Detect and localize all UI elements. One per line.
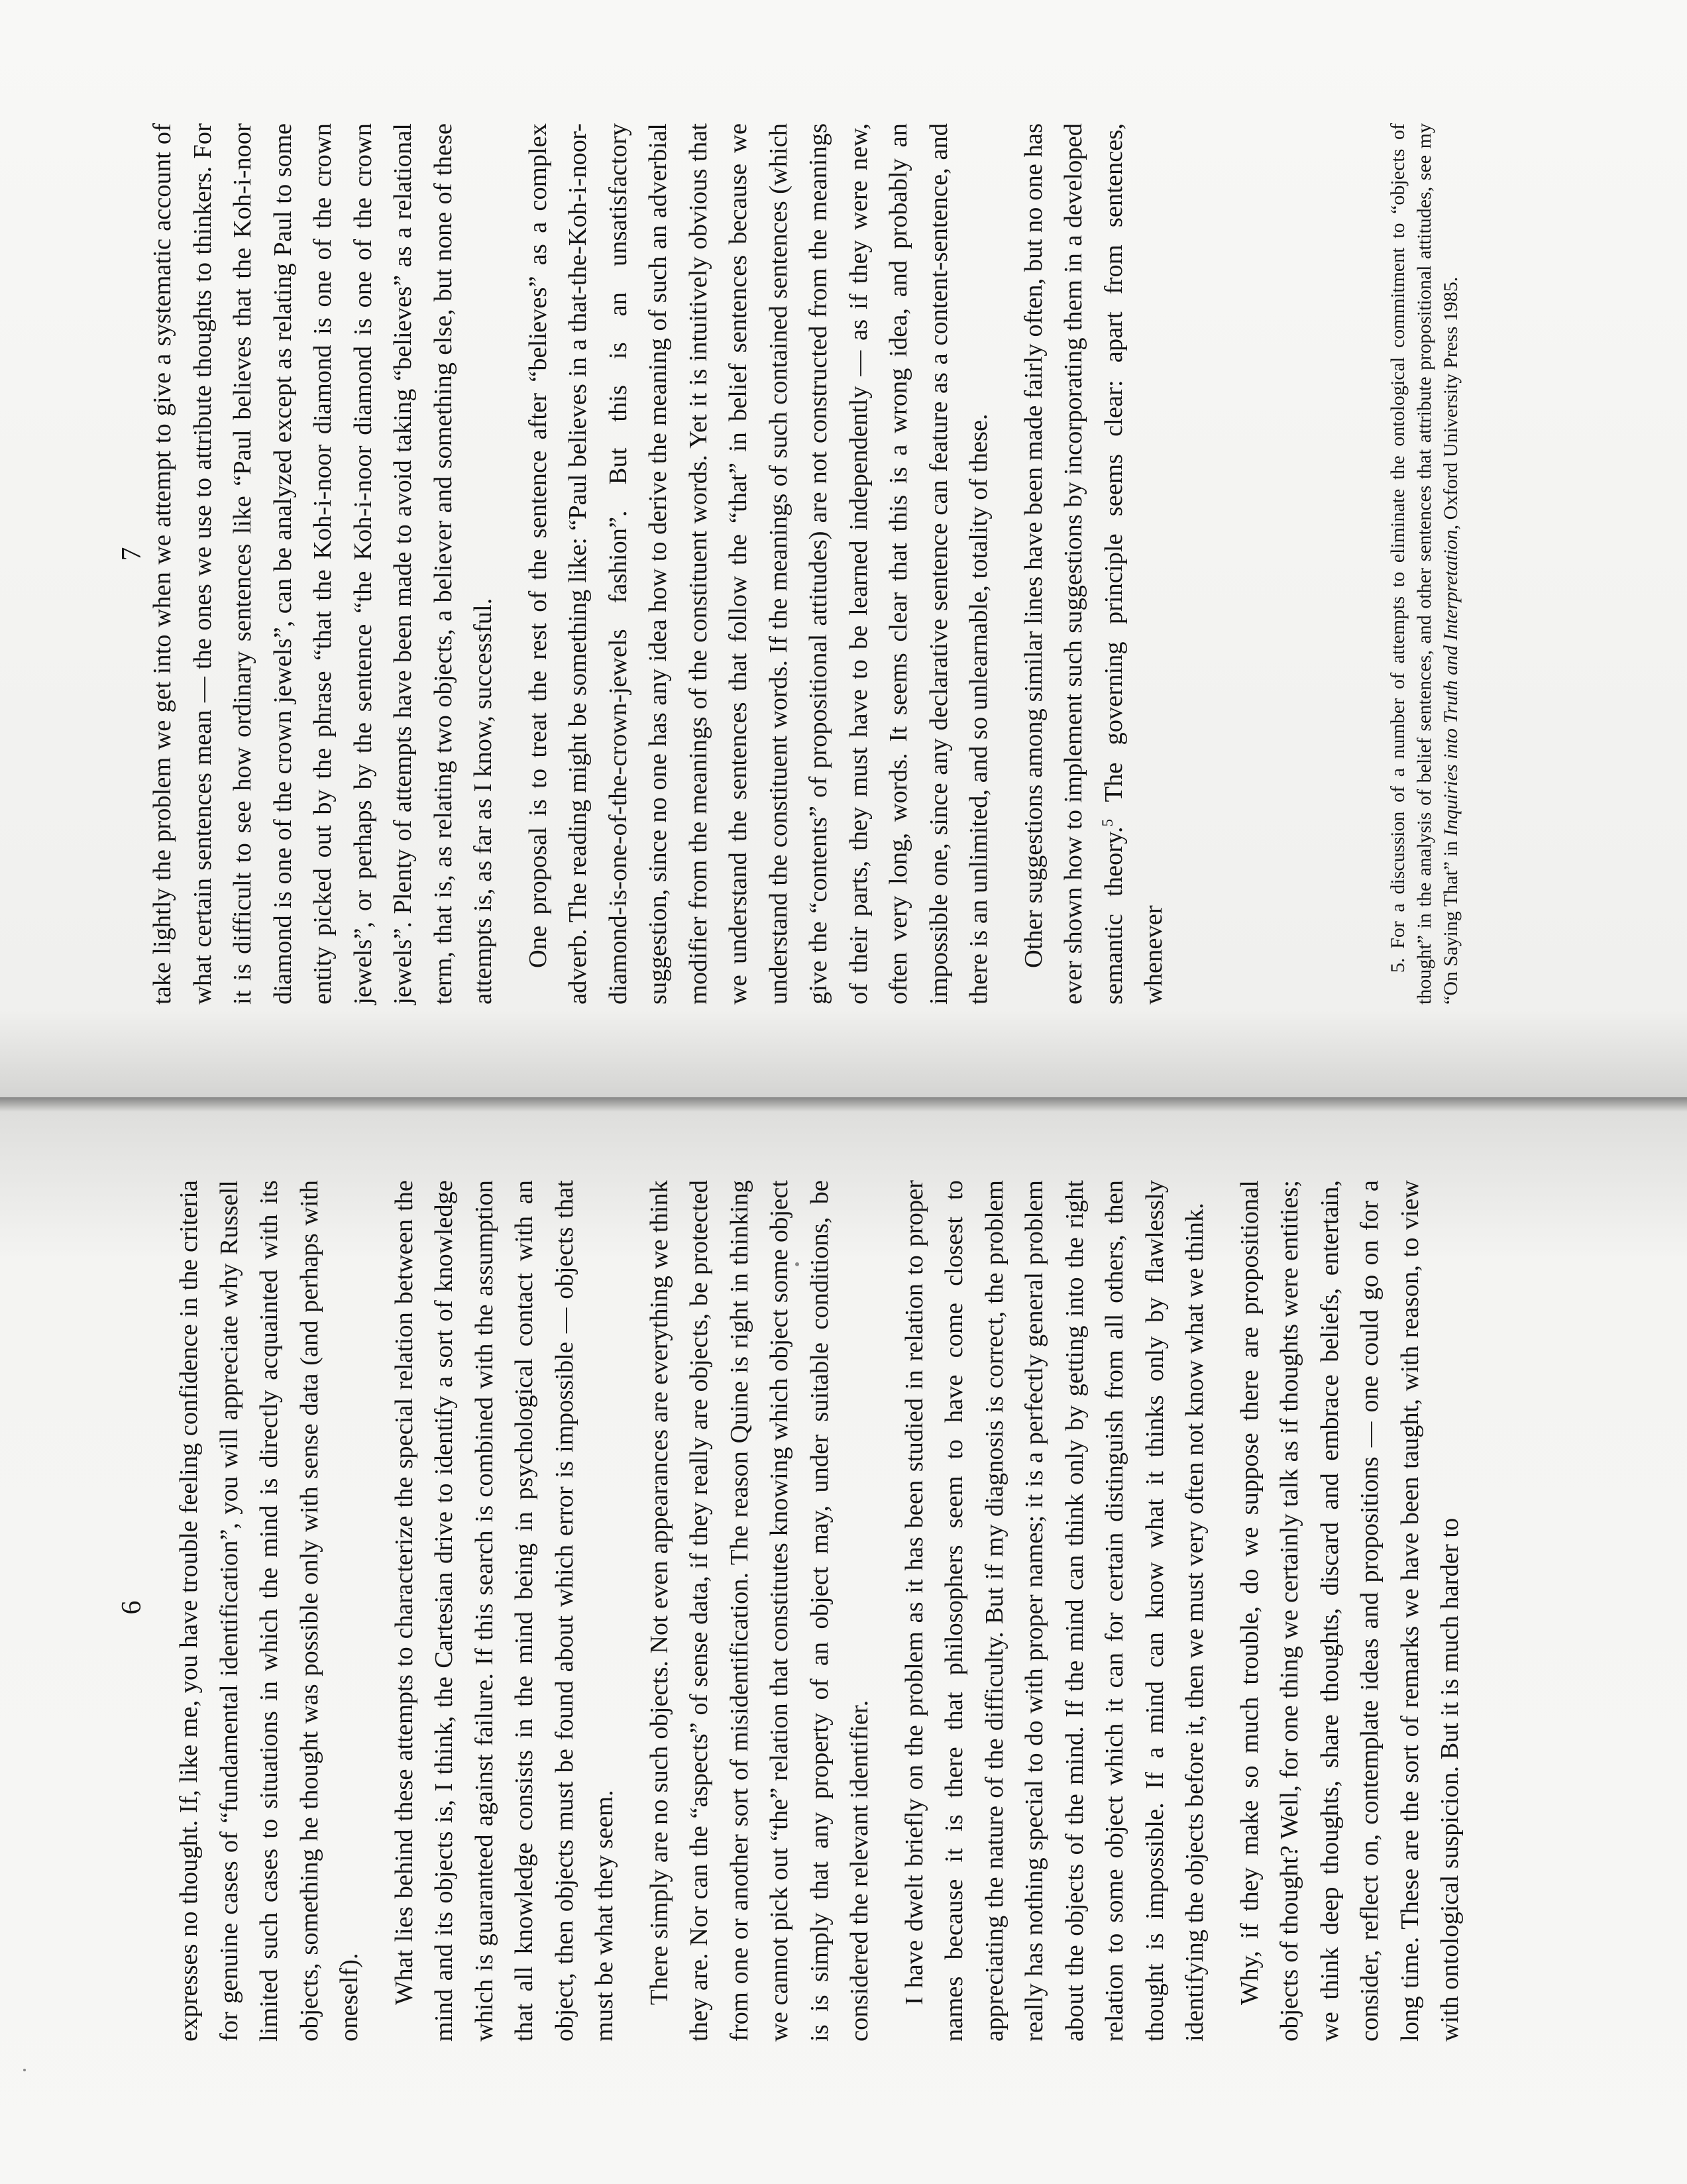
paragraph [1014,123,1174,1005]
scan-speck [23,2069,26,2071]
paragraph: There simply are no such objects. Not even appearances are everything we think they are. Nor can the “aspects” of sense data, if they really are objects, be protected from one or another sort of misidentification. The reason Quine is right in thinking we cannot pick out “the” relation that constitutes knowing which object some object is is simply that any property of an object may, under suitable conditions, be considered the relevant identifier. [645,1180,873,2042]
footnote-text: , Oxford University Press 1985. [1440,276,1462,530]
paragraph: expresses no thought. If, like me, you have trouble feeling confidence in the criteria for genuine cases of “fundamental identification”, you will appreciate why Russell limited such cases to situations in which the mind is directly acquainted with its objects, something he thought was possible only with sense data (and perhaps with oneself). [175,1180,363,2042]
footnote-text: For a discussion of a number of attempts to eliminate the ontological commitment to “objects of thought” in the analysis of belief sentences, and other sentences that attribute propositional attitudes, see my “On Saying That” in [1387,123,1462,1005]
page-number: 7 [117,547,147,561]
paragraph: I have dwelt briefly on the problem as it has been studied in relation to proper names because it is there that philosophers seem to have come closest to appreciating the nature of the difficulty. But if my diagnosis is correct, the problem really has nothing special to do with proper names; it is a perfectly general problem about the objects of the mind. If the mind can think only by getting into the right relation to some object which it can for certain distinguish from all others, then thought is impossible. If a mind can know what it thinks only by flawlessly identifying the objects before it, then we must very often not know what we think. [900,1180,1209,2042]
paragraph-text: Other suggestions among similar lines have been made fairly often, but no one has ever shown how to implement such suggestions by incorporating them in a developed semantic theory. [1019,123,1128,1005]
left-page-text [169,1180,1485,2042]
paragraph: What lies behind these attempts to characterize the special relation between the mind and its objects is, I think, the Cartesian drive to identify a sort of knowledge which is guaranteed against failure. If this search is combined with the assumption that all knowledge consists in the mind being in psychological contact with an object, then objects must be found about which error is impossible — objects that must be what they seem. [390,1180,618,2042]
paragraph: Why, if they make so much trouble, do we suppose there are propositional objects of thought? Well, for one thing we certainly talk as if thoughts were entities; we think deep thoughts, share thoughts, discard and embrace beliefs, entertain, consider, reflect on, contemplate ideas and propositions — one could go on for a long time. These are the sort of remarks we have been taught, with reason, to view with ontological suspicion. But it is much harder to [1235,1180,1464,2042]
page-number: 6 [117,1600,147,1615]
book-title: Inquiries into Truth and Interpretation [1440,529,1462,836]
footnote-number: 5. [1387,957,1409,973]
footnote [1385,123,1464,1005]
paragraph-text: The governing principle seems clear: apart from sentences, whenever [1099,123,1168,1005]
paragraph: One proposal is to treat the rest of the sentence after “believes” as a complex adverb. The reading might be something like: “Paul believes in a that-the-Koh-i-noor-diamond-is-one-of-the-crown-jewels fashion”. But this is an unsatisfactory suggestion, since no one has any idea how to derive the meaning of such an adverbial modifier from the meanings of the constituent words. Yet it is intuitively obvious that we understand the sentences that follow the “that” in belief sentences because we understand the constituent words. If the meanings of such contained sentences (which give the “contents” of propositional attitudes) are not constructed from the meanings of their parts, they must have to be learned independently — as if they were new, often very long, words. It seems clear that this is a wrong idea, and probably an impossible one, since any declarative sentence can feature as a content-sentence, and there is an unlimited, and so unlearnable, totality of these. [523,123,993,1005]
paragraph: take lightly the problem we get into when we attempt to give a systematic account of what certain sentences mean — the ones we use to attribute thoughts to thinkers. For it is difficult to see how ordinary sentences like “Paul believes that the Koh-i-noor diamond is one of the crown jewels”, can be analyzed except as relating Paul to some entity picked out by the phrase “that the Koh-i-noor diamond is one of the crown jewels”, or perhaps by the sentence “the Koh-i-noor diamond is one of the crown jewels”. Plenty of attempts have been made to avoid taking “believes” as a relational term, that is, as relating two objects, a believer and something else, but none of these attempts is, as far as I know, successful. [148,123,497,1005]
right-page-text [142,123,1189,1005]
footnote-reference: 5 [1098,818,1116,827]
left-page [0,1097,1687,2184]
scan-speck [795,1262,799,1266]
